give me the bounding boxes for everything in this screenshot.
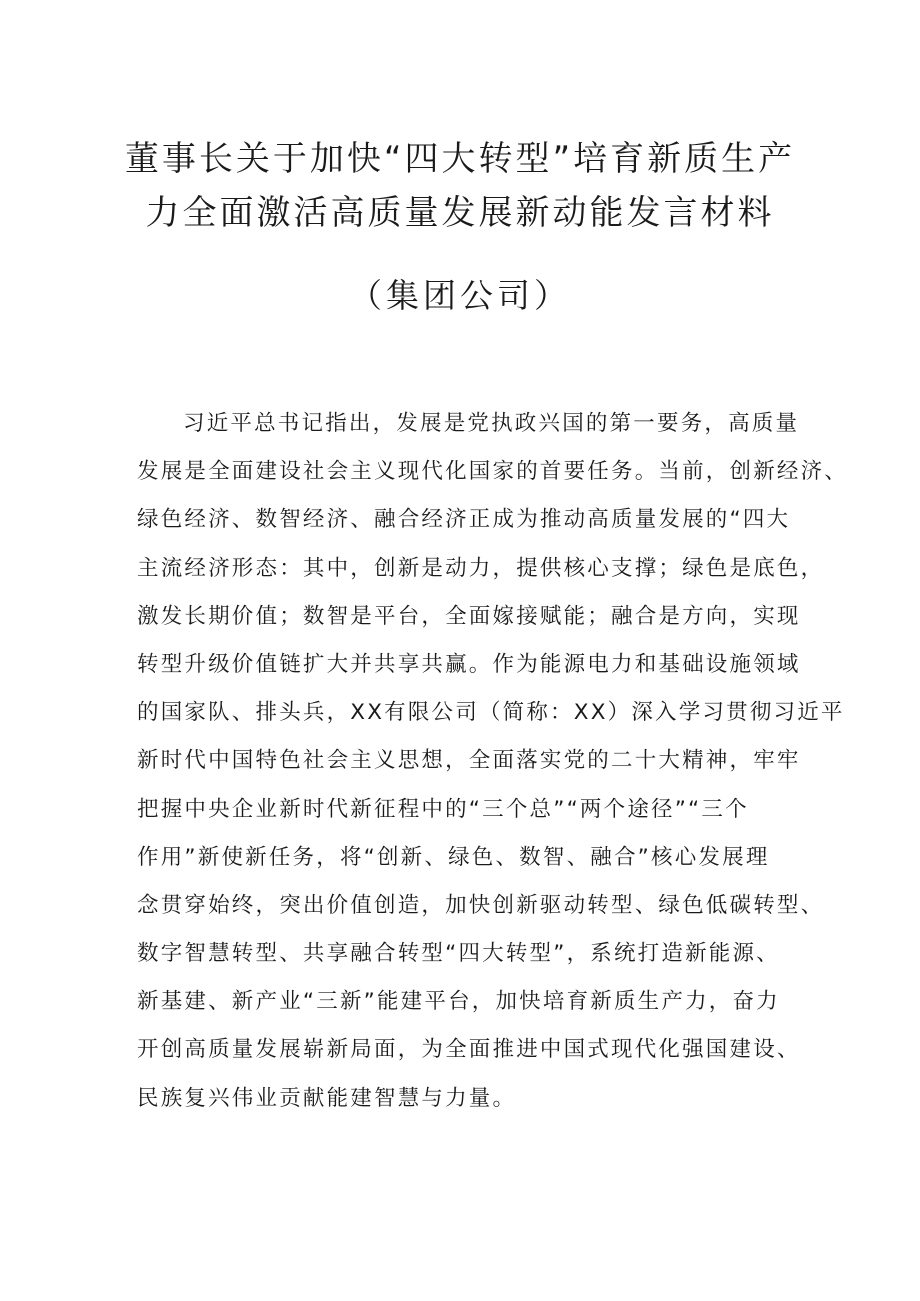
- paragraph-line: 新基建、新产业“三新”能建平台，加快培育新质生产力，奋力: [137, 989, 780, 1015]
- paragraph-line: 把握中央企业新时代新征程中的“三个总”“两个途径”“三个: [137, 796, 749, 822]
- paragraph-line: 数字智慧转型、共享融合转型“四大转型”，系统打造新能源、: [137, 941, 780, 967]
- document-subtitle: （集团公司）: [349, 276, 571, 315]
- paragraph-line: 民族复兴伟业贡献能建智慧与力量。: [137, 1085, 517, 1111]
- paragraph-line: 主流经济形态：其中，创新是动力，提供核心支撑；绿色是底色，: [137, 555, 825, 581]
- paragraph-line: 绿色经济、数智经济、融合经济正成为推动高质量发展的“四大: [137, 507, 791, 533]
- paragraph-line: 新时代中国特色社会主义思想，全面落实党的二十大精神，牢牢: [137, 748, 801, 774]
- paragraph-line: 的国家队、排头兵，XX有限公司（简称：XX）深入学习贯彻习近平: [137, 700, 845, 726]
- body-paragraph: [137, 400, 849, 1123]
- paragraph-line: 习近平总书记指出，发展是党执政兴国的第一要务，高质量: [183, 411, 800, 436]
- title-line-2: 力全面激活高质量发展新动能发言材料: [145, 193, 775, 233]
- paragraph-line: 转型升级价值链扩大并共享共赢。作为能源电力和基础设施领域: [137, 651, 801, 677]
- title-line-1: 董事长关于加快“四大转型”培育新质生产: [124, 139, 796, 179]
- paragraph-line: 作用”新使新任务，将“创新、绿色、数智、融合”核心发展理: [137, 844, 770, 870]
- paragraph-line: 开创高质量发展崭新局面，为全面推进中国式现代化强国建设、: [137, 1037, 801, 1063]
- paragraph-line: 激发长期价值；数智是平台，全面嫁接赋能；融合是方向，实现: [137, 603, 801, 629]
- paragraph-line: 发展是全面建设社会主义现代化国家的首要任务。当前，创新经济、: [137, 459, 849, 485]
- document-title: [100, 132, 820, 240]
- paragraph-line: 念贯穿始终，突出价值创造，加快创新驱动转型、绿色低碳转型、: [137, 892, 825, 918]
